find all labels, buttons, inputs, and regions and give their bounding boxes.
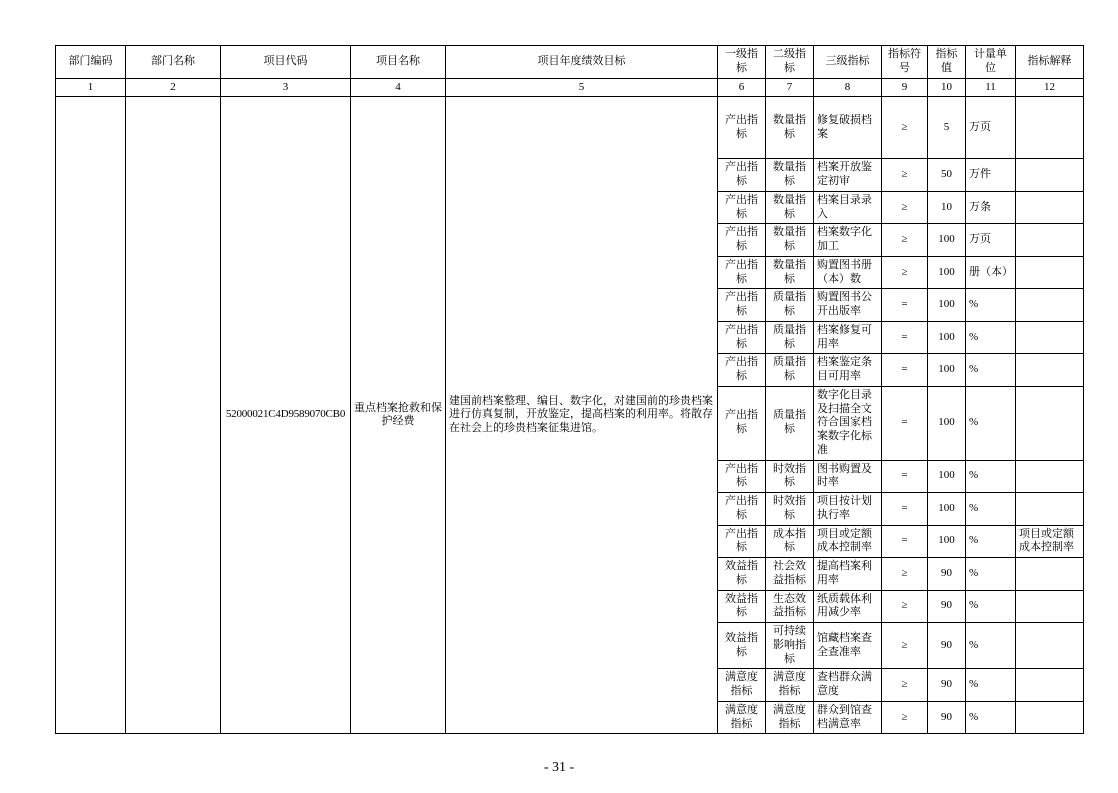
level3-indicator: 项目或定额成本控制率 <box>814 525 882 558</box>
level1-indicator: 产出指标 <box>718 289 766 322</box>
indicator-value: 90 <box>928 558 966 591</box>
level2-indicator: 时效指标 <box>766 460 814 493</box>
indicator-explanation <box>1016 669 1084 702</box>
column-number: 11 <box>966 78 1016 97</box>
level1-indicator: 产出指标 <box>718 224 766 257</box>
indicator-value: 90 <box>928 701 966 734</box>
indicator-symbol: = <box>882 386 928 460</box>
indicator-explanation <box>1016 590 1084 623</box>
level2-indicator: 可持续影响指标 <box>766 623 814 669</box>
indicator-explanation <box>1016 224 1084 257</box>
level1-indicator: 产出指标 <box>718 159 766 192</box>
level2-indicator: 质量指标 <box>766 354 814 387</box>
indicator-value: 100 <box>928 354 966 387</box>
table-header-row <box>56 46 1084 79</box>
column-header: 计量单位 <box>966 46 1016 79</box>
column-header: 三级指标 <box>814 46 882 79</box>
indicator-symbol: = <box>882 321 928 354</box>
level3-indicator: 图书购置及时率 <box>814 460 882 493</box>
indicator-value: 5 <box>928 97 966 159</box>
level3-indicator: 提高档案利用率 <box>814 558 882 591</box>
column-header: 一级指标 <box>718 46 766 79</box>
indicator-explanation <box>1016 493 1084 526</box>
indicator-symbol: ≥ <box>882 224 928 257</box>
column-header: 指标符号 <box>882 46 928 79</box>
performance-table-container <box>55 45 1074 734</box>
indicator-explanation <box>1016 191 1084 224</box>
indicator-unit: % <box>966 354 1016 387</box>
indicator-unit: % <box>966 590 1016 623</box>
column-number: 5 <box>446 78 718 97</box>
column-header: 项目名称 <box>351 46 446 79</box>
column-header: 指标值 <box>928 46 966 79</box>
indicator-unit: 册（本） <box>966 256 1016 289</box>
indicator-value: 100 <box>928 460 966 493</box>
indicator-explanation <box>1016 97 1084 159</box>
indicator-value: 10 <box>928 191 966 224</box>
indicator-symbol: ≥ <box>882 701 928 734</box>
level1-indicator: 产出指标 <box>718 386 766 460</box>
indicator-unit: % <box>966 460 1016 493</box>
column-number: 10 <box>928 78 966 97</box>
level3-indicator: 馆藏档案查全查准率 <box>814 623 882 669</box>
indicator-value: 90 <box>928 590 966 623</box>
column-number: 12 <box>1016 78 1084 97</box>
level2-indicator: 质量指标 <box>766 321 814 354</box>
column-number: 8 <box>814 78 882 97</box>
column-header: 指标解释 <box>1016 46 1084 79</box>
table-body <box>56 46 1084 734</box>
level3-indicator: 查档群众满意度 <box>814 669 882 702</box>
performance-indicator-table <box>55 45 1084 734</box>
level3-indicator: 项目按计划执行率 <box>814 493 882 526</box>
level2-indicator: 生态效益指标 <box>766 590 814 623</box>
indicator-symbol: ≥ <box>882 159 928 192</box>
indicator-unit: 万页 <box>966 97 1016 159</box>
indicator-symbol: = <box>882 493 928 526</box>
level1-indicator: 满意度指标 <box>718 701 766 734</box>
level2-indicator: 社会效益指标 <box>766 558 814 591</box>
level1-indicator: 效益指标 <box>718 590 766 623</box>
indicator-unit: % <box>966 386 1016 460</box>
indicator-value: 100 <box>928 224 966 257</box>
level1-indicator: 产出指标 <box>718 256 766 289</box>
level1-indicator: 产出指标 <box>718 97 766 159</box>
level3-indicator: 档案鉴定条目可用率 <box>814 354 882 387</box>
indicator-unit: 万条 <box>966 191 1016 224</box>
dept-name-cell <box>126 97 221 734</box>
indicator-symbol: ≥ <box>882 558 928 591</box>
dept-code-cell <box>56 97 126 734</box>
indicator-value: 100 <box>928 525 966 558</box>
column-number: 4 <box>351 78 446 97</box>
indicator-explanation <box>1016 321 1084 354</box>
annual-goal-cell: 建国前档案整理、编目、数字化，对建国前的珍贵档案进行仿真复制，开放鉴定，提高档案的利用率。将散存在社会上的珍贵档案征集进馆。 <box>446 97 718 734</box>
column-number: 7 <box>766 78 814 97</box>
column-number: 9 <box>882 78 928 97</box>
level3-indicator: 纸质载体利用减少率 <box>814 590 882 623</box>
column-number: 3 <box>221 78 351 97</box>
indicator-explanation <box>1016 256 1084 289</box>
column-header: 部门编码 <box>56 46 126 79</box>
column-header: 项目年度绩效目标 <box>446 46 718 79</box>
level1-indicator: 效益指标 <box>718 558 766 591</box>
level1-indicator: 产出指标 <box>718 354 766 387</box>
indicator-symbol: ≥ <box>882 256 928 289</box>
level2-indicator: 数量指标 <box>766 256 814 289</box>
indicator-unit: 万页 <box>966 224 1016 257</box>
column-header: 二级指标 <box>766 46 814 79</box>
indicator-value: 100 <box>928 321 966 354</box>
column-header: 部门名称 <box>126 46 221 79</box>
level2-indicator: 满意度指标 <box>766 701 814 734</box>
indicator-value: 100 <box>928 386 966 460</box>
page-number: - 31 - <box>543 760 575 775</box>
level2-indicator: 成本指标 <box>766 525 814 558</box>
level3-indicator: 修复破损档案 <box>814 97 882 159</box>
indicator-unit: % <box>966 558 1016 591</box>
level3-indicator: 档案目录录入 <box>814 191 882 224</box>
indicator-symbol: ≥ <box>882 669 928 702</box>
column-number-row <box>56 78 1084 97</box>
level2-indicator: 数量指标 <box>766 224 814 257</box>
indicator-explanation: 项目或定额成本控制率 <box>1016 525 1084 558</box>
indicator-symbol: ≥ <box>882 590 928 623</box>
level2-indicator: 数量指标 <box>766 159 814 192</box>
level2-indicator: 数量指标 <box>766 97 814 159</box>
indicator-unit: % <box>966 321 1016 354</box>
indicator-explanation <box>1016 701 1084 734</box>
level2-indicator: 满意度指标 <box>766 669 814 702</box>
indicator-symbol: = <box>882 460 928 493</box>
level3-indicator: 购置图书册（本）数 <box>814 256 882 289</box>
indicator-value: 100 <box>928 256 966 289</box>
level2-indicator: 质量指标 <box>766 386 814 460</box>
level3-indicator: 档案开放鉴定初审 <box>814 159 882 192</box>
level3-indicator: 购置图书公开出版率 <box>814 289 882 322</box>
level1-indicator: 产出指标 <box>718 525 766 558</box>
indicator-symbol: = <box>882 354 928 387</box>
indicator-unit: % <box>966 525 1016 558</box>
indicator-unit: % <box>966 623 1016 669</box>
column-number: 2 <box>126 78 221 97</box>
indicator-unit: % <box>966 289 1016 322</box>
indicator-value: 90 <box>928 669 966 702</box>
level2-indicator: 质量指标 <box>766 289 814 322</box>
indicator-symbol: ≥ <box>882 623 928 669</box>
indicator-symbol: ≥ <box>882 191 928 224</box>
indicator-symbol: = <box>882 525 928 558</box>
indicator-explanation <box>1016 623 1084 669</box>
indicator-unit: % <box>966 701 1016 734</box>
level1-indicator: 产出指标 <box>718 460 766 493</box>
table-row <box>56 97 1084 159</box>
column-number: 6 <box>718 78 766 97</box>
level3-indicator: 群众到馆查档满意率 <box>814 701 882 734</box>
indicator-value: 50 <box>928 159 966 192</box>
indicator-explanation <box>1016 460 1084 493</box>
indicator-unit: % <box>966 493 1016 526</box>
indicator-symbol: = <box>882 289 928 322</box>
project-name-cell: 重点档案抢救和保护经费 <box>351 97 446 734</box>
level3-indicator: 数字化目录及扫描全文符合国家档案数字化标准 <box>814 386 882 460</box>
indicator-unit: 万件 <box>966 159 1016 192</box>
project-code-cell: 52000021C4D9589070CB0 <box>221 97 351 734</box>
level2-indicator: 数量指标 <box>766 191 814 224</box>
indicator-unit: % <box>966 669 1016 702</box>
column-number: 1 <box>56 78 126 97</box>
column-header: 项目代码 <box>221 46 351 79</box>
level2-indicator: 时效指标 <box>766 493 814 526</box>
indicator-value: 100 <box>928 289 966 322</box>
indicator-explanation <box>1016 558 1084 591</box>
level1-indicator: 产出指标 <box>718 493 766 526</box>
indicator-value: 100 <box>928 493 966 526</box>
level3-indicator: 档案修复可用率 <box>814 321 882 354</box>
indicator-explanation <box>1016 159 1084 192</box>
indicator-value: 90 <box>928 623 966 669</box>
level1-indicator: 满意度指标 <box>718 669 766 702</box>
level3-indicator: 档案数字化加工 <box>814 224 882 257</box>
level1-indicator: 效益指标 <box>718 623 766 669</box>
indicator-symbol: ≥ <box>882 97 928 159</box>
indicator-explanation <box>1016 354 1084 387</box>
indicator-explanation <box>1016 289 1084 322</box>
indicator-explanation <box>1016 386 1084 460</box>
level1-indicator: 产出指标 <box>718 321 766 354</box>
level1-indicator: 产出指标 <box>718 191 766 224</box>
